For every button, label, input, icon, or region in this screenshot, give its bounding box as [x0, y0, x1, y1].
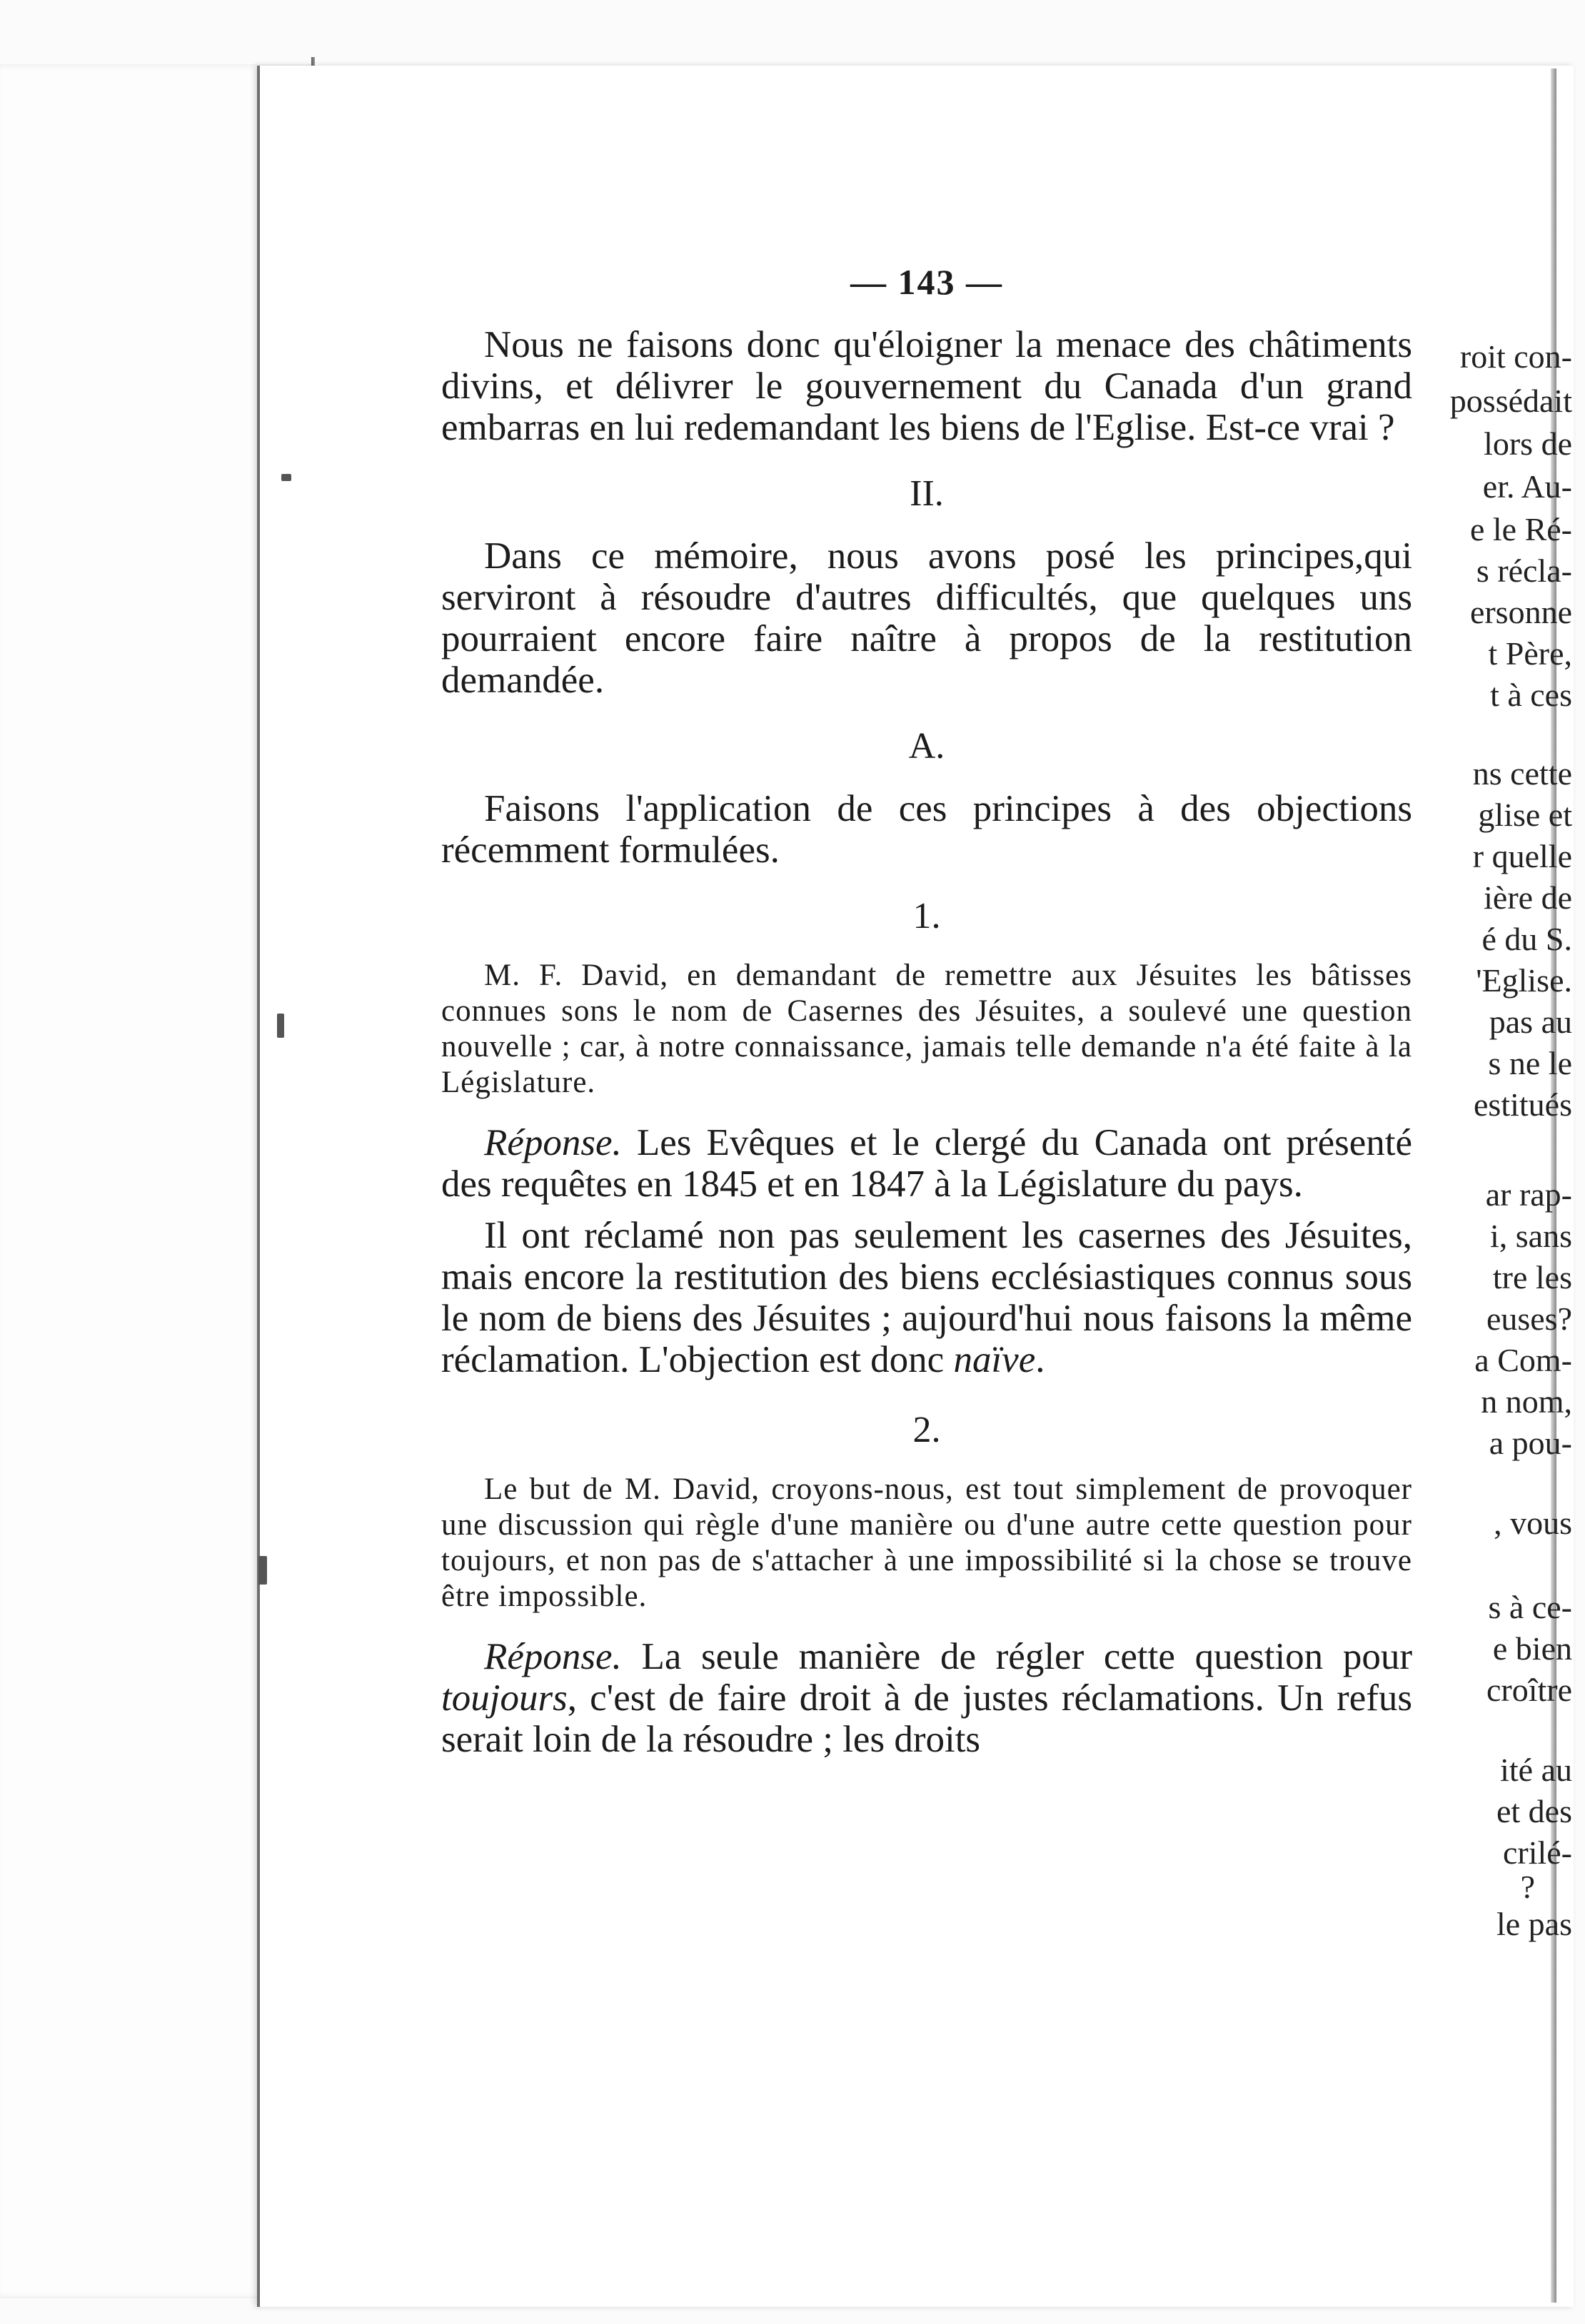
left-line: crilé- — [1502, 1834, 1572, 1871]
section-heading: II. — [910, 473, 944, 514]
left-line: euses? — [1486, 1300, 1572, 1337]
binding-mark — [277, 1014, 284, 1038]
paragraph-text: Il ont réclamé non pas seulement les casernes des Jésuites, mais encore la restitution des biens ecclésiastiques connus sous le nom de biens des Jésuites ; aujourd'hui nous faisons la même réclamation. L'objection est donc — [441, 1215, 1412, 1380]
quoted-objection: M. F. David, en demandant de remettre aux Jésuites les bâtisses connues sons le nom de Casernes des Jésuites, a soulevé une question nouvelle ; car, à notre connaissance, jamais telle demande n'a été faite à la Législature. — [441, 959, 1412, 1099]
left-line: e le Ré- — [1469, 511, 1572, 547]
section-heading: A. — [908, 726, 945, 767]
left-line: ière de — [1484, 879, 1572, 916]
left-line: s récla- — [1476, 552, 1572, 589]
left-line: possédait — [1449, 383, 1572, 419]
left-line: e bien — [1492, 1630, 1572, 1667]
binding-mark — [258, 1556, 267, 1585]
left-line: 'Eglise. — [1476, 962, 1572, 999]
answer-text: La seule manière de régler cette question pour — [621, 1636, 1412, 1677]
paragraph — [441, 1215, 1412, 1380]
italic-word: naïve — [953, 1339, 1036, 1380]
left-line: croître — [1486, 1672, 1572, 1708]
left-line: le pas — [1496, 1906, 1572, 1942]
left-line: ersonne — [1469, 594, 1572, 630]
left-line: s ne le — [1488, 1045, 1572, 1081]
main-text-block — [441, 257, 1412, 1760]
quoted-objection: Le but de M. David, croyons-nous, est tout simplement de provoquer une discussion qui règle d'une manière ou d'une autre cette question pour toujours, et non pas de s'attacher à une impossibilité si la chose se trouve être impossible. — [441, 1472, 1412, 1613]
left-line: ns cette — [1472, 755, 1572, 792]
paragraph: Dans ce mémoire, nous avons posé les principes,qui serviront à résoudre d'autres difficultés, que quelques uns pourraient encore faire naître à propos de la restitution demandée. — [441, 535, 1412, 701]
left-line: t Père, — [1488, 635, 1572, 672]
left-line: ar rap- — [1485, 1176, 1572, 1213]
left-line: er. Au- — [1482, 468, 1572, 505]
section-heading: 2. — [912, 1410, 941, 1450]
left-line: s à ce- — [1488, 1589, 1572, 1625]
paragraph: Nous ne faisons donc qu'éloigner la menace des châtiments divins, et délivrer le gouvernement du Canada d'un grand embarras en lui redemandant les biens de l'Eglise. Est-ce vrai ? — [441, 324, 1412, 448]
left-line: , vous — [1494, 1505, 1572, 1541]
section-heading: 1. — [912, 896, 941, 936]
answer-label: Réponse. — [484, 1122, 622, 1163]
left-line: a pou- — [1489, 1425, 1572, 1461]
left-line: tre les — [1492, 1259, 1572, 1295]
left-line: t à ces — [1490, 677, 1572, 713]
left-line: r quelle — [1472, 838, 1572, 874]
answer-paragraph — [441, 1122, 1412, 1205]
binding-mark — [281, 474, 291, 481]
left-line: é du S. — [1481, 921, 1572, 957]
left-line: lors de — [1484, 425, 1572, 462]
left-line: estitués — [1474, 1086, 1572, 1123]
left-line: n nom, — [1481, 1383, 1572, 1420]
left-line: i, sans — [1490, 1218, 1572, 1254]
left-line: roit con- — [1459, 338, 1572, 375]
left-line: pas au — [1489, 1004, 1572, 1040]
answer-label: Réponse. — [484, 1636, 622, 1677]
answer-text: Les Evêques et le clergé du Canada ont présenté des requêtes en 1845 et en 1847 à la Législature du pays. — [441, 1122, 1412, 1205]
answer-text: , c'est de faire droit à de justes réclamations. Un refus serait loin de la résoudre ; les droits — [441, 1677, 1412, 1760]
left-line: et des — [1496, 1793, 1572, 1829]
left-line: a Com- — [1474, 1342, 1572, 1378]
paragraph-end: . — [1035, 1339, 1045, 1380]
answer-paragraph — [441, 1636, 1412, 1760]
left-line: glise et — [1478, 797, 1572, 833]
left-line: ? — [1520, 1869, 1535, 1905]
italic-word: toujours — [441, 1677, 568, 1719]
left-line: ité au — [1500, 1752, 1572, 1788]
paragraph: Faisons l'application de ces principes à des objections récemment formulées. — [441, 788, 1412, 871]
page-number: — 143 — — [850, 262, 1003, 302]
